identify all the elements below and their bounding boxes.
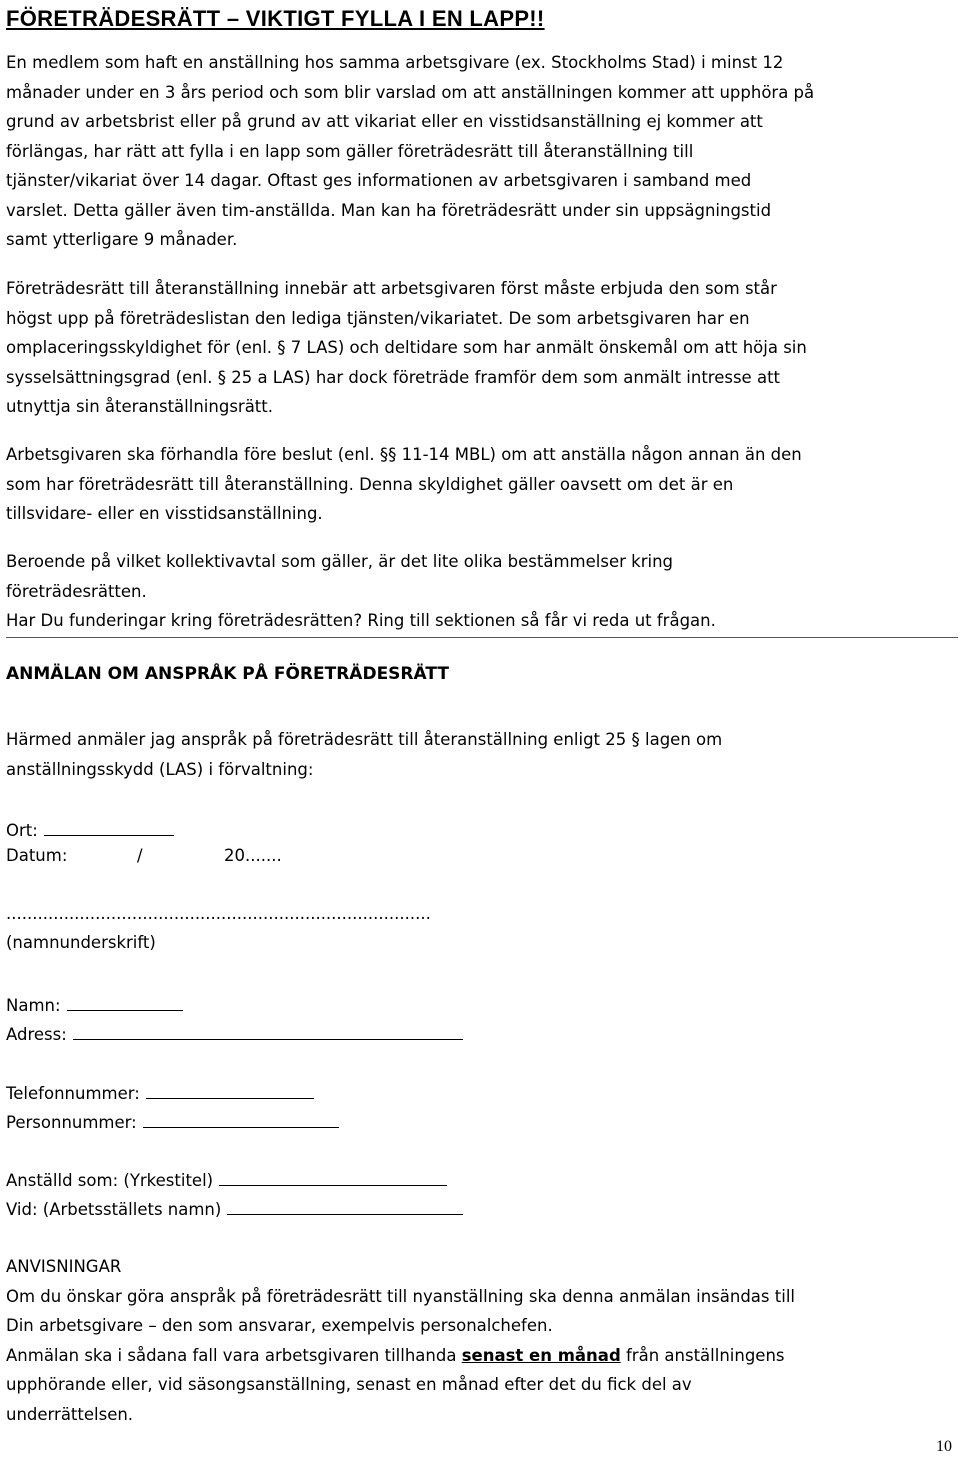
text-line: företrädesrätten. bbox=[6, 581, 147, 601]
deadline-text-pre: Anmälan ska i sådana fall vara arbetsgivaren tillhanda bbox=[6, 1345, 462, 1365]
text-line: högst upp på företrädeslistan den lediga tjänsten/vikariatet. De som arbetsgivaren har en bbox=[6, 308, 750, 328]
text-line bbox=[6, 1341, 951, 1371]
text-line: sysselsättningsgrad (enl. § 25 a LAS) har dock företräde framför dem som anmält intresse att bbox=[6, 367, 781, 387]
datum-label: Datum: bbox=[6, 846, 68, 865]
arbetsstalle-field bbox=[6, 1196, 463, 1219]
arbetsstalle-input[interactable] bbox=[227, 1196, 463, 1215]
adress-input[interactable] bbox=[73, 1021, 463, 1040]
text-line: En medlem som haft en anställning hos samma arbetsgivare (ex. Stockholms Stad) i minst 12 bbox=[6, 53, 784, 72]
agreement-paragraph bbox=[6, 547, 951, 636]
text-line: grund av arbetsbrist eller på grund av att vikariat eller en visstidsanställning ej kommer att bbox=[6, 112, 763, 131]
ort-input[interactable] bbox=[44, 817, 174, 836]
personnummer-label: Personnummer: bbox=[6, 1113, 137, 1132]
namn-label: Namn: bbox=[6, 996, 61, 1015]
namn-input[interactable] bbox=[67, 992, 183, 1011]
intro-paragraph bbox=[6, 48, 951, 255]
text-line: Beroende på vilket kollektivavtal som gäller, är det lite olika bestämmelser kring bbox=[6, 552, 674, 571]
anstalld-label: Anställd som: (Yrkestitel) bbox=[6, 1171, 214, 1190]
adress-field bbox=[6, 1021, 463, 1044]
signature-line[interactable]: ................................................................................. bbox=[6, 904, 431, 923]
section-divider bbox=[6, 637, 958, 638]
anstalld-input[interactable] bbox=[219, 1167, 447, 1186]
rules-paragraph bbox=[6, 274, 951, 422]
deadline-text-post: från anställningens bbox=[620, 1345, 785, 1365]
text-line: Arbetsgivaren ska förhandla före beslut (enl. §§ 11-14 MBL) om att anställa någon annan än den bbox=[6, 445, 802, 464]
declaration-text bbox=[6, 725, 951, 784]
personnummer-field bbox=[6, 1109, 339, 1132]
text-line: utnyttja sin återanställningsrätt. bbox=[6, 397, 273, 416]
text-line: tjänster/vikariat över 14 dagar. Oftast ges informationen av arbetsgivaren i samband med bbox=[6, 171, 752, 190]
datum-field bbox=[6, 846, 282, 865]
text-line: Företrädesrätt till återanställning innebär att arbetsgivaren först måste erbjuda den som står bbox=[6, 279, 777, 298]
text-line: samt ytterligare 9 månader. bbox=[6, 230, 238, 249]
text-line: tillsvidare- eller en visstidsanställning. bbox=[6, 504, 323, 523]
signature-label: (namnunderskrift) bbox=[6, 933, 156, 952]
instructions-block bbox=[6, 1252, 951, 1429]
text-line: omplaceringsskyldighet för (enl. § 7 LAS) och deltidare som har anmält önskemål om att höja sin bbox=[6, 338, 807, 357]
page-title: FÖRETRÄDESRÄTT – VIKTIGT FYLLA I EN LAPP!! bbox=[6, 6, 545, 31]
namn-field bbox=[6, 992, 183, 1015]
personnummer-input[interactable] bbox=[143, 1109, 339, 1128]
instructions-heading: ANVISNINGAR bbox=[6, 1257, 122, 1276]
text-line: anställningsskydd (LAS) i förvaltning: bbox=[6, 759, 314, 779]
datum-year: 20....... bbox=[224, 846, 282, 865]
form-heading: ANMÄLAN OM ANSPRÅK PÅ FÖRETRÄDESRÄTT bbox=[6, 664, 449, 684]
deadline-emphasis: senast en månad bbox=[461, 1345, 621, 1365]
telefon-input[interactable] bbox=[146, 1080, 314, 1099]
text-line: upphörande eller, vid säsongsanställning, senast en månad efter det du fick del av bbox=[6, 1375, 692, 1394]
text-line: förlängas, har rätt att fylla i en lapp som gäller företrädesrätt till återanställning till bbox=[6, 141, 694, 161]
text-line: Din arbetsgivare – den som ansvarar, exempelvis personalchefen. bbox=[6, 1316, 553, 1335]
ort-label: Ort: bbox=[6, 821, 38, 840]
negotiation-paragraph bbox=[6, 440, 951, 529]
ort-field bbox=[6, 817, 174, 840]
text-line: underrättelsen. bbox=[6, 1404, 134, 1424]
text-line: Har Du funderingar kring företrädesrätten? Ring till sektionen så får vi reda ut frågan. bbox=[6, 611, 716, 630]
text-line: månader under en 3 års period och som blir varslad om att anställningen kommer att upphöra på bbox=[6, 82, 815, 102]
anstalld-field bbox=[6, 1167, 447, 1190]
adress-label: Adress: bbox=[6, 1025, 67, 1044]
text-line: Om du önskar göra anspråk på företrädesrätt till nyanställning ska denna anmälan insändas till bbox=[6, 1286, 795, 1306]
telefon-field bbox=[6, 1080, 314, 1103]
page-number: 10 bbox=[936, 1438, 952, 1455]
text-line: som har företrädesrätt till återanställning. Denna skyldighet gäller oavsett om det är en bbox=[6, 474, 734, 494]
text-line: Härmed anmäler jag anspråk på företrädesrätt till återanställning enligt 25 § lagen om bbox=[6, 730, 723, 749]
telefon-label: Telefonnummer: bbox=[6, 1084, 140, 1103]
text-line: varslet. Detta gäller även tim-anställda. Man kan ha företrädesrätt under sin uppsägningstid bbox=[6, 200, 772, 220]
arbetsstalle-label: Vid: (Arbetsställets namn) bbox=[6, 1200, 222, 1219]
datum-slash: / bbox=[137, 846, 143, 865]
